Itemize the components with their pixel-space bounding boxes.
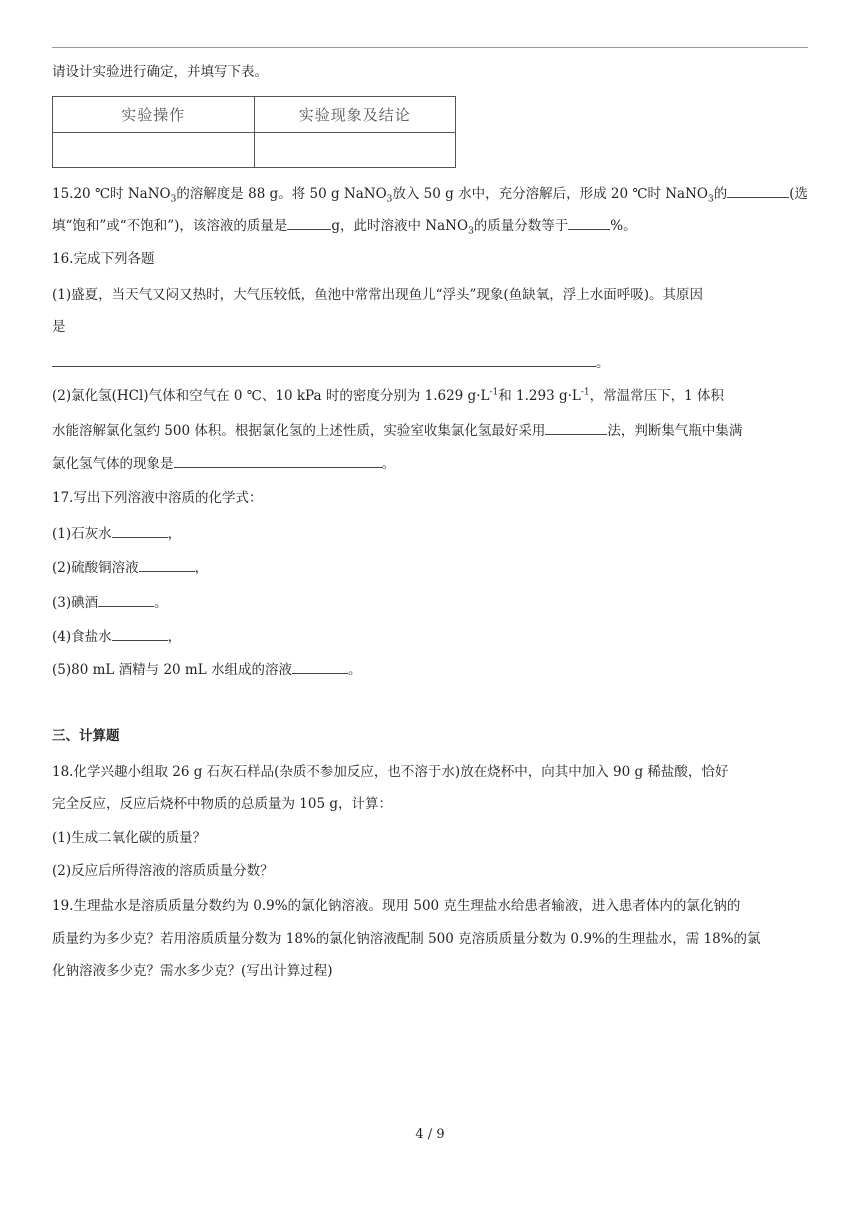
page-number: 4 / 9 bbox=[415, 1127, 445, 1142]
q17-blank-3[interactable] bbox=[98, 592, 154, 607]
q17-blank-1[interactable] bbox=[112, 523, 168, 538]
q17-item-5: (5)80 mL 酒精与 20 mL 水组成的溶液 。 bbox=[52, 659, 361, 680]
q18-line1: 18.化学兴趣小组取 26 g 石灰石样品(杂质不参加反应，也不溶于水)放在烧杯中，向其中加入 90 g 稀盐酸，恰好 bbox=[52, 764, 729, 780]
q19-line2: 质量约为多少克？若用溶质质量分数为 18%的氯化钠溶液配制 500 克溶质质量分数为 0.9%的生理盐水，需 18%的氯 bbox=[52, 931, 761, 947]
intro-text: 请设计实验进行确定，并填写下表。 bbox=[52, 64, 268, 80]
header-rule bbox=[52, 47, 808, 48]
q17-blank-5[interactable] bbox=[292, 659, 348, 674]
q15-blank-fraction[interactable] bbox=[568, 215, 610, 230]
q17-item-2: (2)硫酸铜溶液 ， bbox=[52, 557, 208, 578]
q17-blank-2[interactable] bbox=[139, 557, 195, 572]
q15-blank-mass[interactable] bbox=[287, 215, 331, 230]
q16-p1-answer: 。 bbox=[52, 352, 610, 373]
q18-line2: 完全反应，反应后烧杯中物质的总质量为 105 g，计算： bbox=[52, 796, 392, 812]
q16-title: 16.完成下列各题 bbox=[52, 251, 155, 267]
table-header-operation: 实验操作 bbox=[53, 97, 255, 133]
q16-blank-method[interactable] bbox=[545, 420, 607, 435]
q16-p2-line2: 水能溶解氯化氢约 500 体积。根据氯化氢的上述性质，实验室收集氯化氢最好采用 法，判断集气瓶中集满 bbox=[52, 420, 742, 441]
q18-sub2: (2)反应后所得溶液的溶质质量分数？ bbox=[52, 863, 274, 879]
q16-p1-line1: (1)盛夏，当天气又闷又热时，大气压较低，鱼池中常常出现鱼儿“浮头”现象(鱼缺氧，浮上水面呼吸)。其原因 bbox=[52, 287, 703, 303]
table-cell-result[interactable] bbox=[254, 133, 456, 168]
section-heading: 三、计算题 bbox=[52, 728, 120, 744]
q19-line1: 19.生理盐水是溶质质量分数约为 0.9%的氯化钠溶液。现用 500 克生理盐水给患者输液，进入患者体内的氯化钠的 bbox=[52, 898, 741, 914]
q16-blank-phenomenon[interactable] bbox=[174, 453, 382, 468]
experiment-table bbox=[52, 96, 456, 168]
q17-item-3: (3)碘酒 。 bbox=[52, 592, 168, 613]
q17-item-4: (4)食盐水 ， bbox=[52, 626, 181, 647]
q15-line1: 15.20 ℃时 NaNO$_3$的溶解度是 88 g。将 50 g NaNO$_3$放入 50 g 水中，充分溶解后，形成 20 ℃时 NaNO$_3$的 (选 bbox=[52, 183, 808, 204]
q19-line3: 化钠溶液多少克？需水多少克？(写出计算过程) bbox=[52, 963, 333, 979]
q15-line2: 填“饱和”或“不饱和”)，该溶液的质量是 g，此时溶液中 NaNO$_3$的质量分数等于 %。 bbox=[52, 215, 637, 236]
q17-item-1: (1)石灰水 ， bbox=[52, 523, 181, 544]
q16-p2-line1: (2)氯化氢(HCl)气体和空气在 0 ℃、10 kPa 时的密度分别为 1.629 $g\cdot L^{-1}$和 1.293 $g\cdot L^{-1}$，常温常压下，1 体积 bbox=[52, 387, 725, 404]
q17-blank-4[interactable] bbox=[112, 626, 168, 641]
q16-p2-line3: 氯化氢气体的现象是 。 bbox=[52, 453, 395, 474]
q16-p1-line2: 是 bbox=[52, 319, 66, 335]
q18-sub1: (1)生成二氧化碳的质量？ bbox=[52, 830, 207, 846]
table-header-result: 实验现象及结论 bbox=[254, 97, 456, 133]
q15-blank-saturation[interactable] bbox=[727, 183, 789, 198]
table-cell-operation[interactable] bbox=[53, 133, 255, 168]
q17-title: 17.写出下列溶液中溶质的化学式： bbox=[52, 490, 263, 506]
q16-blank-reason[interactable] bbox=[52, 352, 596, 367]
